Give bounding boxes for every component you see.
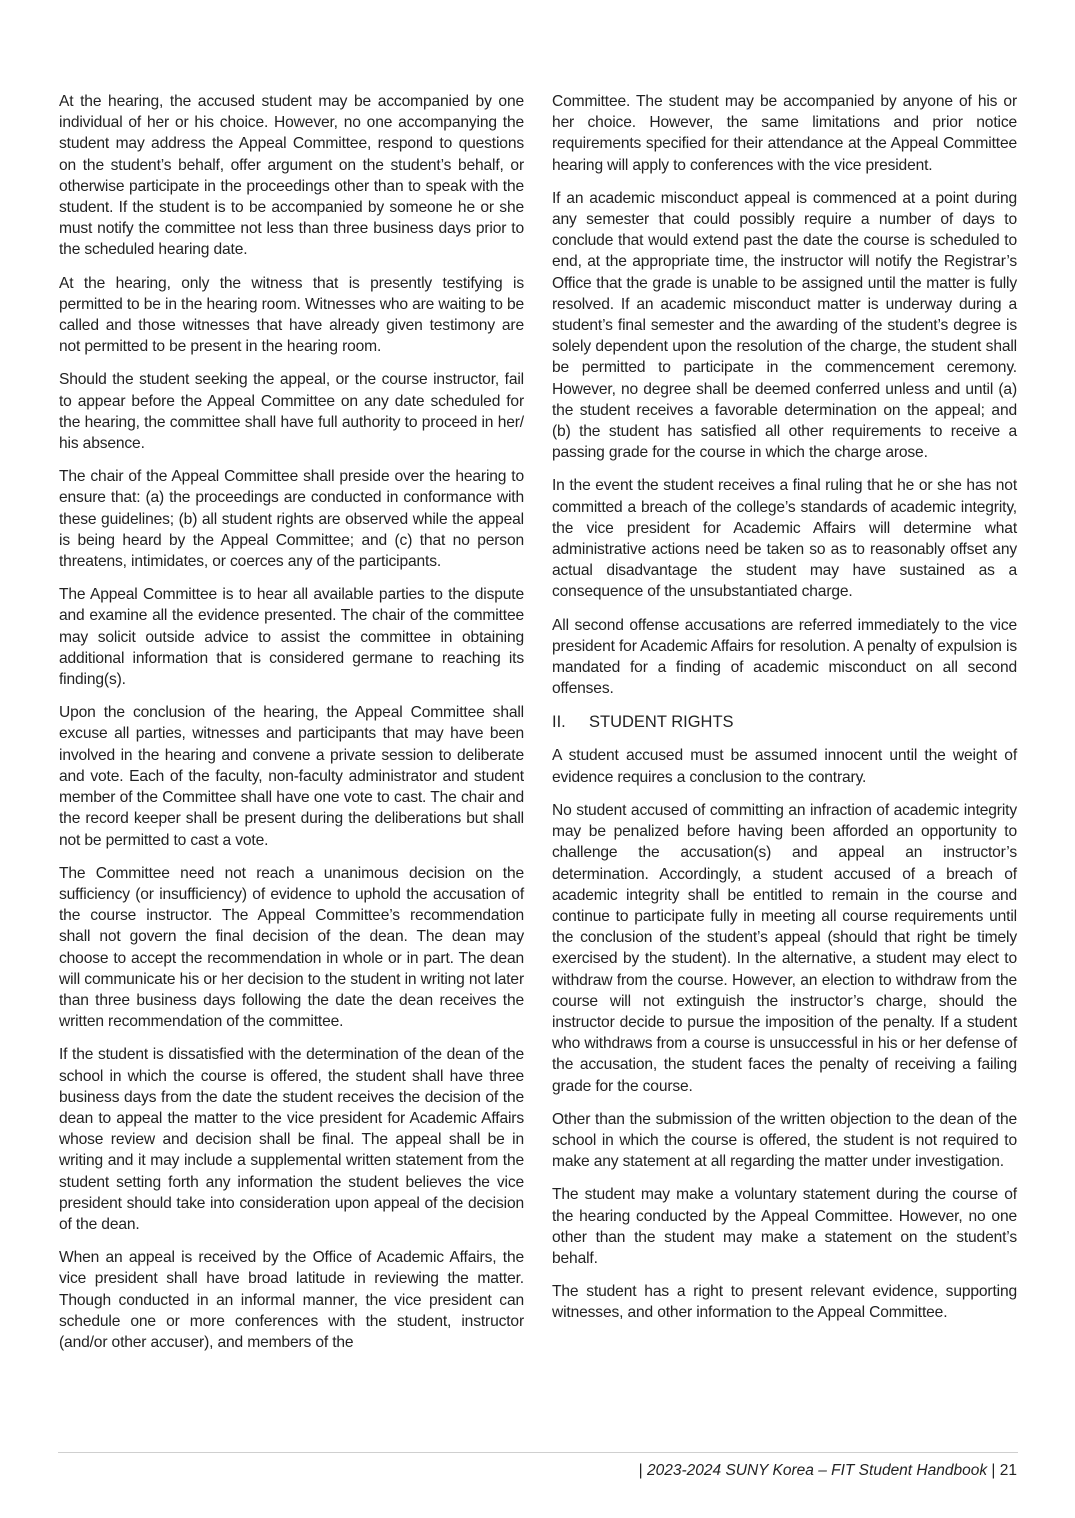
footer-separator-left: | [638,1462,643,1479]
paragraph-appeal-to-vp: If the student is dissatisfied with the determination of the dean of the school in which the course is offered, the student shall have three business days from the date the student receives the decision of the dean to appeal the matter to the vice president for Academic Affairs whose review and decision shall be final. The appeal shall be in writing and it may include a supplemental written statement from the student setting forth any information the student believes the vice president should take into consideration upon appeal of the decision of the dean. [59,1046,524,1233]
paragraph-recommendation: The Committee need not reach a unanimous decision on the sufficiency (or insufficiency) of evidence to uphold the accusation of the course instructor. The Appeal Committee’s recommendation shall not govern the final decision of the dean. The dean may choose to accept the recommendation in whole or in part. The dean will communicate his or her decision to the student in writing not later than three business days following the date the dean receives the written recommendation of the committee. [59,864,524,1031]
right-column [552,91,1017,1336]
paragraph-second-offense: All second offense accusations are referred immediately to the vice president for Academic Affairs for resolution. A penalty of expulsion is mandated for a finding of academic misconduct on all second offenses. [552,616,1017,698]
paragraph-hear-parties: The Appeal Committee is to hear all available parties to the dispute and examine all the evidence presented. The chair of the committee may solicit outside advice to assist the committee in obtaining additional information that is considered germane to reaching its finding(s). [59,586,524,689]
paragraph-semester-timing: If an academic misconduct appeal is commenced at a point during any semester that could possibly require a number of days to conclude that would extend past the date the course is scheduled to end, at the appropriate time, the instructor will notify the Registrar’s Office that the grade is unable to be assigned until the matter is fully resolved. If an academic misconduct matter is underway during a student’s final semester and the awarding of the student’s degree is solely dependent upon the resolution of the charge, the student shall be permitted to participate in the commencement ceremony. However, no degree shall be deemed conferred unless and until (a) the student receives a favorable determination on the appeal; and (b) the student has satisfied all other requirements to receive a passing grade for the course in which the charge arose. [552,189,1017,462]
paragraph-right-to-challenge: No student accused of committing an infraction of academic integrity may be penalized before having been afforded an opportunity to challenge the accusation(s) and appeal an instructor’s determination. Accordingly, a student accused of a breach of academic integrity shall be entitled to remain in the course and continue to participate fully in meeting all course requirements until the conclusion of the student’s appeal (should that right be timely exercised by the student). In the alternative, a student may elect to withdraw from the course. However, an election to withdraw from the course will not extinguish the instructor’s charge, should the instructor decide to pursue the imposition of the penalty. If a student who withdraws from a course is unsuccessful in his or her defense of the accusation, the student faces the penalty of receiving a failing grade for the course. [552,801,1017,1095]
paragraph-present-evidence: The student has a right to present relevant evidence, supporting witnesses, and other information to the Appeal Committee. [552,1283,1017,1322]
section-number: II. [552,713,566,732]
paragraph-failure-to-appear: Should the student seeking the appeal, or the course instructor, fail to appear before the Appeal Committee on any date scheduled for the hearing, the committee shall have full authority to proceed in her/ his absence. [59,371,524,453]
paragraph-vp-review: When an appeal is received by the Office of Academic Affairs, the vice president shall have broad latitude in reviewing the matter. Though conducted in an informal manner, the vice president can schedule one or more conferences with the student, instructor (and/or other accuser), and members of the [59,1249,524,1351]
paragraph-conferences: Committee. The student may be accompanied by anyone of his or her choice. However, the same limitations and prior notice requirements specified for their attendance at the Appeal Committee hearing will apply to conferences with the vice president. [552,93,1017,174]
section-title: STUDENT RIGHTS [589,713,734,732]
paragraph-voluntary-statement: The student may make a voluntary statement during the course of the hearing conducted by the Appeal Committee. However, no one other than the student may make a statement on the student’s behalf. [552,1186,1017,1267]
paragraph-witnesses: At the hearing, only the witness that is presently testifying is permitted to be in the hearing room. Witnesses who are waiting to be called and those witnesses that have already given testimony are not permitted to be present in the hearing room. [59,274,524,356]
page-number: 21 [999,1462,1017,1479]
paragraph-deliberation: Upon the conclusion of the hearing, the Appeal Committee shall excuse all parties, witnesses and participants that may have been involved in the hearing and convene a private session to deliberate and vote. Each of the faculty, non-faculty administrator and student member of the Committee shall have one vote to cast. The chair and the record keeper shall be present during the deliberations but shall not be permitted to cast a vote. [59,704,524,849]
left-column [59,91,524,1365]
page-footer [639,1461,1017,1481]
footer-divider [58,1452,1018,1453]
paragraph-accompaniment: At the hearing, the accused student may be accompanied by one individual of her or his choice. However, no one accompanying the student may address the Appeal Committee, respond to questions on the student’s behalf, offer argument on the student’s behalf, or otherwise participate in the proceedings other than to speak with the student. If the student is to be accompanied by someone he or she must notify the committee not less than three business days prior to the scheduled hearing date. [59,93,524,259]
paragraph-favorable-ruling: In the event the student receives a final ruling that he or she has not committed a breach of the college’s standards of academic integrity, the vice president for Academic Affairs will determine what administrative actions need be taken so as to reasonably offset any actual disadvantage the student may have sustained as a consequence of the unsubstantiated charge. [552,477,1017,601]
footer-title: 2023-2024 SUNY Korea – FIT Student Handbook [647,1462,988,1479]
paragraph-presumed-innocent: A student accused must be assumed innocent until the weight of evidence requires a conclusion to the contrary. [552,747,1017,786]
section-heading-student-rights [552,711,1017,733]
paragraph-no-statement-required: Other than the submission of the written objection to the dean of the school in which the course is offered, the student is not required to make any statement at all regarding the matter under investigation. [552,1110,1017,1171]
footer-separator-right: | [991,1462,996,1479]
paragraph-chair-duties: The chair of the Appeal Committee shall preside over the hearing to ensure that: (a) the proceedings are conducted in conformance with these guidelines; (b) all student rights are observed while the appeal is being heard by the Appeal Committee; and (c) that no person threatens, intimidates, or coerces any of the participants. [59,468,524,571]
